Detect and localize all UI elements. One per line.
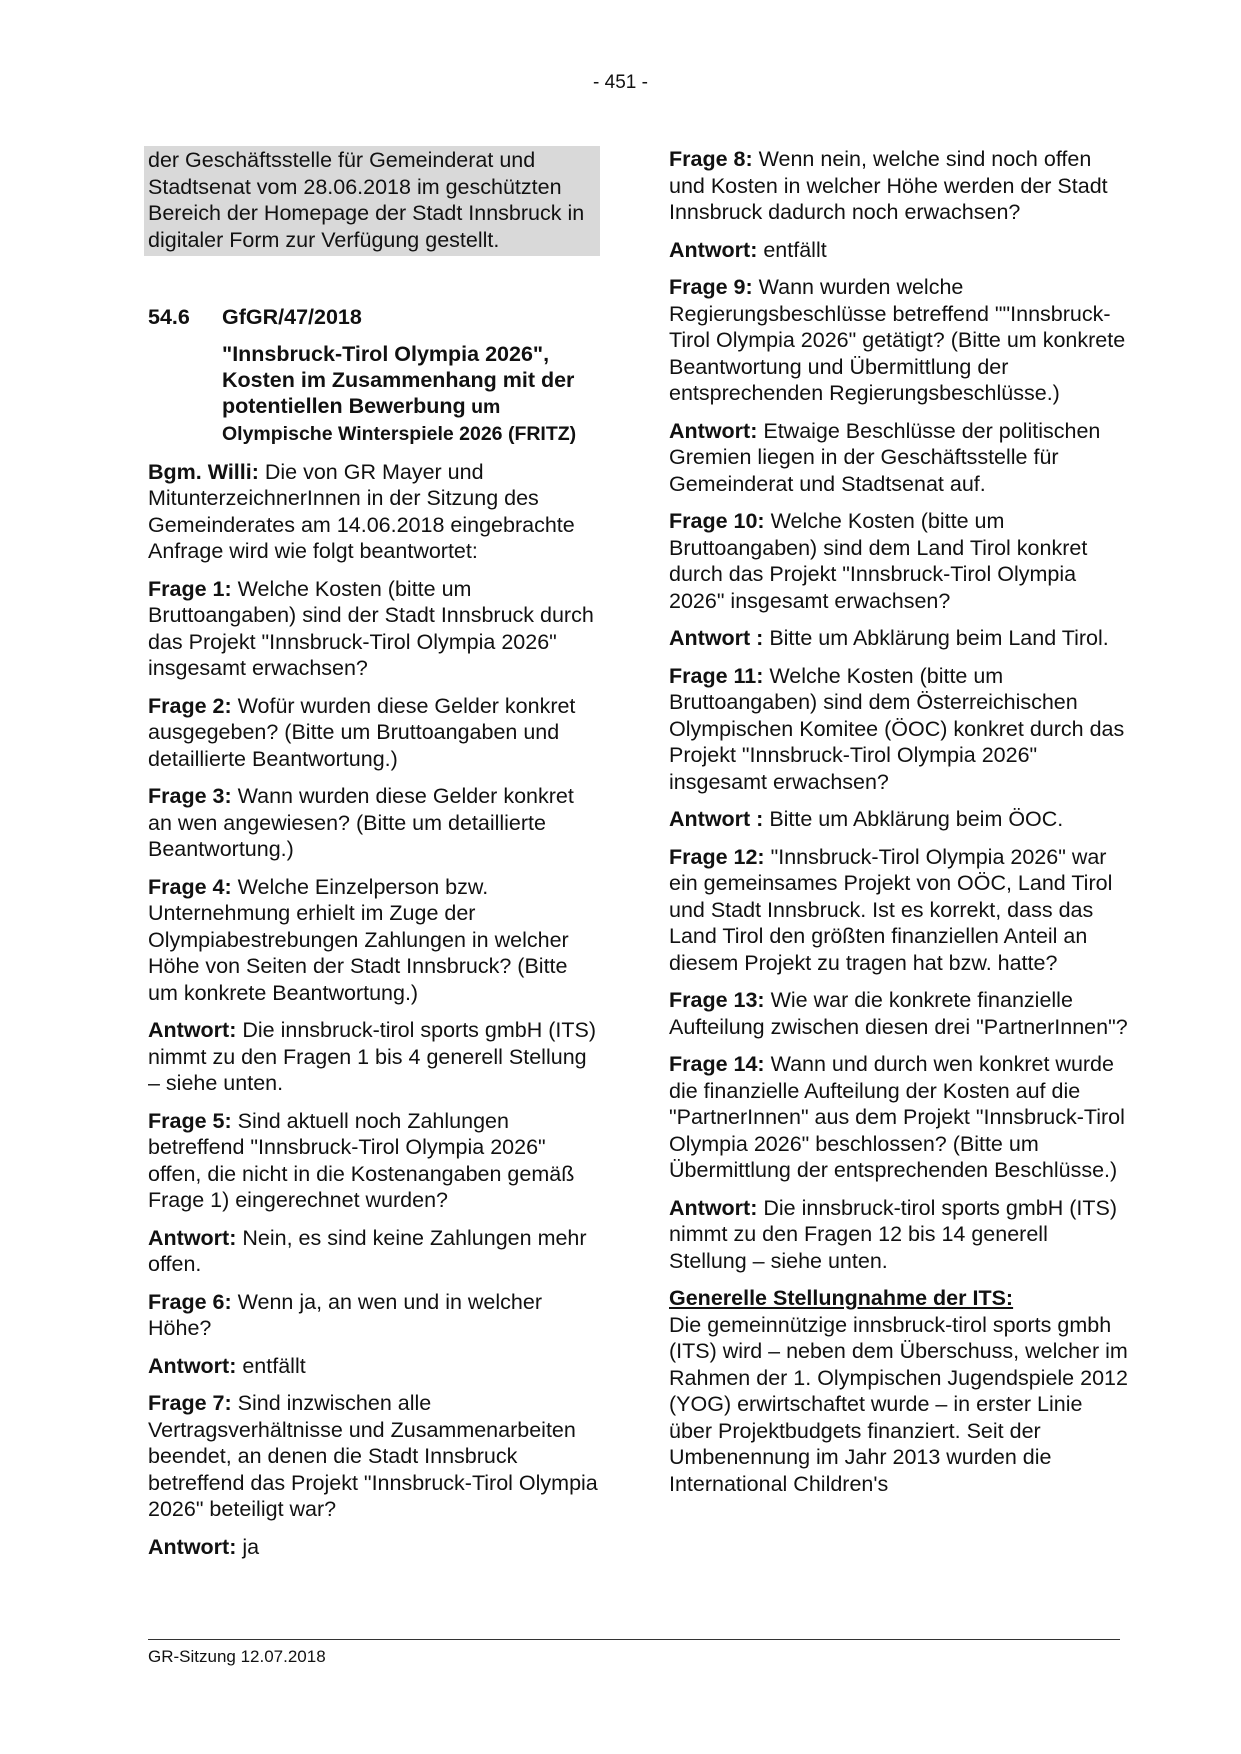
paragraph-text: Wenn nein, welche sind noch offen und Kosten in welcher Höhe werden der Stadt Innsbruck dadurch noch erwachsen? (669, 147, 1108, 224)
paragraph-text: Die innsbruck-tirol sports gmbH (ITS) nimmt zu den Fragen 1 bis 4 generell Stellung – siehe unten. (148, 1018, 596, 1095)
paragraph-label: Antwort : (669, 626, 764, 650)
paragraph (148, 1108, 600, 1214)
paragraph (148, 783, 600, 863)
paragraph (148, 1289, 600, 1342)
paragraph-label: Frage 10: (669, 509, 765, 533)
paragraph (148, 1225, 600, 1278)
paragraph (669, 146, 1129, 226)
paragraph-text: "Innsbruck-Tirol Olympia 2026" war ein gemeinsames Projekt von OÖC, Land Tirol und Stadt Innsbruck. Ist es korrekt, dass das Land Tirol den größten finanziellen Anteil an diesem Projekt zu tragen hat bzw. hatte? (669, 844, 1113, 975)
paragraph-label: Frage 13: (669, 988, 765, 1012)
paragraph-text: Die innsbruck-tirol sports gmbH (ITS) nimmt zu den Fragen 12 bis 14 generell Stellung – siehe unten. (669, 1195, 1117, 1273)
paragraph-text: Wann und durch wen konkret wurde die finanzielle Aufteilung der Kosten auf die "PartnerInnen" aus dem Projekt "Innsbruck-Tirol Olympia 2026" beschlossen? (Bitte um Übermittlung der entsprechenden Beschlüsse.) (669, 1052, 1125, 1182)
agenda-item-title-small: um Olympische Winterspiele 2026 (FRITZ) (222, 395, 577, 445)
paragraph-text: Welche Kosten (bitte um Bruttoangaben) sind dem Österreichischen Olympischen Komitee (ÖOC) konkret durch das Projekt "Innsbruck-Tirol Olympia 2026" insgesamt erwachsen? (669, 663, 1125, 794)
paragraph (148, 576, 600, 682)
paragraph-text: Welche Einzelperson bzw. Unternehmung erhielt im Zuge der Olympiabestrebungen Zahlungen in welcher Höhe von Seiten der Stadt Innsbruck? (Bitte um konkrete Beantwortung.) (148, 874, 569, 1005)
paragraph-text: Wann wurden welche Regierungsbeschlüsse betreffend ""Innsbruck-Tirol Olympia 2026" getätigt? (Bitte um konkrete Beantwortung und Übermittlung der entsprechenden Regierungsbeschlüsse.) (669, 275, 1126, 405)
paragraph-label: Frage 4: (148, 874, 232, 899)
agenda-item-title (222, 341, 600, 447)
paragraph-text: Wann wurden diese Gelder konkret an wen angewiesen? (Bitte um detaillierte Beantwortung.) (148, 784, 574, 861)
page-number: - 451 - (593, 72, 648, 93)
paragraph (148, 693, 600, 773)
statement-text: Die gemeinnützige innsbruck-tirol sports gmbh (ITS) wird – neben dem Überschuss, welcher im Rahmen der 1. Olympischen Jugendspiele 2012 (YOG) erwirtschaftet wurde – in erster Linie über Projektbudgets finanziert. Seit der Umbenennung im Jahr 2013 wurden die International Children's (669, 1312, 1128, 1496)
paragraph-text: Sind aktuell noch Zahlungen betreffend "Innsbruck-Tirol Olympia 2026" offen, die nicht in die Kostenangaben gemäß Frage 1) eingerechnet wurden? (148, 1108, 575, 1212)
paragraph-label: Antwort: (148, 1534, 237, 1559)
paragraph-label: Bgm. Willi: (148, 459, 259, 484)
intro-highlight-box: der Geschäftsstelle für Gemeinderat und Stadtsenat vom 28.06.2018 im geschützten Bereich der Homepage der Stadt Innsbruck in digitaler Form zur Verfügung gestellt. (144, 146, 600, 256)
paragraph (148, 874, 600, 1007)
footer-text: GR-Sitzung 12.07.2018 (148, 1647, 326, 1666)
left-column (148, 146, 600, 1571)
paragraph-label: Frage 7: (148, 1391, 232, 1415)
agenda-item-header (148, 304, 600, 331)
paragraph-text: Sind inzwischen alle Vertragsverhältnisse und Zusammenarbeiten beendet, an denen die Stadt Innsbruck betreffend das Projekt "Innsbruck-Tirol Olympia 2026" beteiligt war? (148, 1391, 598, 1521)
paragraph-text: Etwaige Beschlüsse der politischen Gremien liegen in der Geschäftsstelle für Gemeinderat und Stadtsenat auf. (669, 418, 1101, 496)
paragraph-label: Antwort: (669, 418, 758, 443)
paragraph (148, 1017, 600, 1097)
paragraph (669, 987, 1129, 1040)
paragraph-label: Frage 11: (669, 663, 764, 688)
paragraph-label: Frage 1: (148, 576, 232, 601)
paragraph-text: Wofür wurden diese Gelder konkret ausgegeben? (Bitte um Bruttoangaben und detaillierte Beantwortung.) (148, 693, 576, 771)
paragraph-text: Nein, es sind keine Zahlungen mehr offen. (148, 1225, 587, 1276)
paragraph-label: Frage 5: (148, 1108, 232, 1133)
paragraph-label: Frage 2: (148, 693, 232, 718)
paragraph (669, 1051, 1129, 1184)
paragraph (148, 1353, 600, 1380)
statement-heading: Generelle Stellungnahme der ITS: (669, 1286, 1014, 1310)
paragraph (148, 1390, 600, 1523)
paragraph (669, 806, 1129, 833)
paragraph-label: Frage 9: (669, 275, 753, 299)
paragraph-label: Antwort: (148, 1225, 237, 1250)
paragraph (669, 625, 1129, 652)
paragraph-label: Antwort : (669, 807, 764, 831)
paragraph (669, 508, 1129, 614)
paragraph (669, 844, 1129, 977)
paragraph-label: Frage 14: (669, 1052, 765, 1076)
statement-section (669, 1285, 1129, 1497)
paragraph-label: Antwort: (669, 1195, 758, 1220)
paragraph-label: Antwort: (148, 1018, 237, 1042)
paragraph-label: Frage 6: (148, 1289, 232, 1314)
agenda-item-title-main: "Innsbruck-Tirol Olympia 2026", Kosten im Zusammenhang mit der potentiellen Bewerbung (222, 341, 575, 418)
paragraph (148, 459, 600, 565)
paragraph-label: Frage 12: (669, 844, 765, 869)
paragraph-text: Wenn ja, an wen und in welcher Höhe? (148, 1289, 542, 1340)
paragraph-text: entfällt (236, 1353, 306, 1378)
footer-divider (148, 1639, 1120, 1640)
agenda-item-number: 54.6 (148, 305, 190, 329)
paragraph (669, 418, 1129, 498)
paragraph-label: Antwort: (669, 237, 758, 262)
right-column (669, 146, 1129, 1497)
paragraph (669, 237, 1129, 264)
paragraph-text: entfällt (757, 237, 827, 262)
paragraph-text: Bitte um Abklärung beim ÖOC. (763, 807, 1064, 831)
paragraph (669, 274, 1129, 407)
paragraph-text: Welche Kosten (bitte um Bruttoangaben) sind dem Land Tirol konkret durch das Projekt "Innsbruck-Tirol Olympia 2026" insgesamt erwachsen? (669, 509, 1088, 613)
paragraph-label: Antwort: (148, 1353, 237, 1378)
paragraph (669, 663, 1129, 796)
paragraph-label: Frage 3: (148, 784, 232, 808)
agenda-item-code: GfGR/47/2018 (222, 305, 362, 329)
paragraph-text: ja (236, 1534, 260, 1559)
paragraph-text: Die von GR Mayer und MitunterzeichnerInnen in der Sitzung des Gemeinderates am 14.06.2018 eingebrachte Anfrage wird wie folgt beantwortet: (148, 459, 575, 563)
paragraph-text: Wie war die konkrete finanzielle Aufteilung zwischen diesen drei "PartnerInnen"? (669, 988, 1128, 1039)
paragraph (669, 1195, 1129, 1275)
paragraph-text: Bitte um Abklärung beim Land Tirol. (763, 626, 1109, 650)
paragraph-label: Frage 8: (669, 147, 753, 171)
paragraph-text: Welche Kosten (bitte um Bruttoangaben) sind der Stadt Innsbruck durch das Projekt "Innsbruck-Tirol Olympia 2026" insgesamt erwachsen? (148, 576, 594, 680)
paragraph (148, 1534, 600, 1561)
